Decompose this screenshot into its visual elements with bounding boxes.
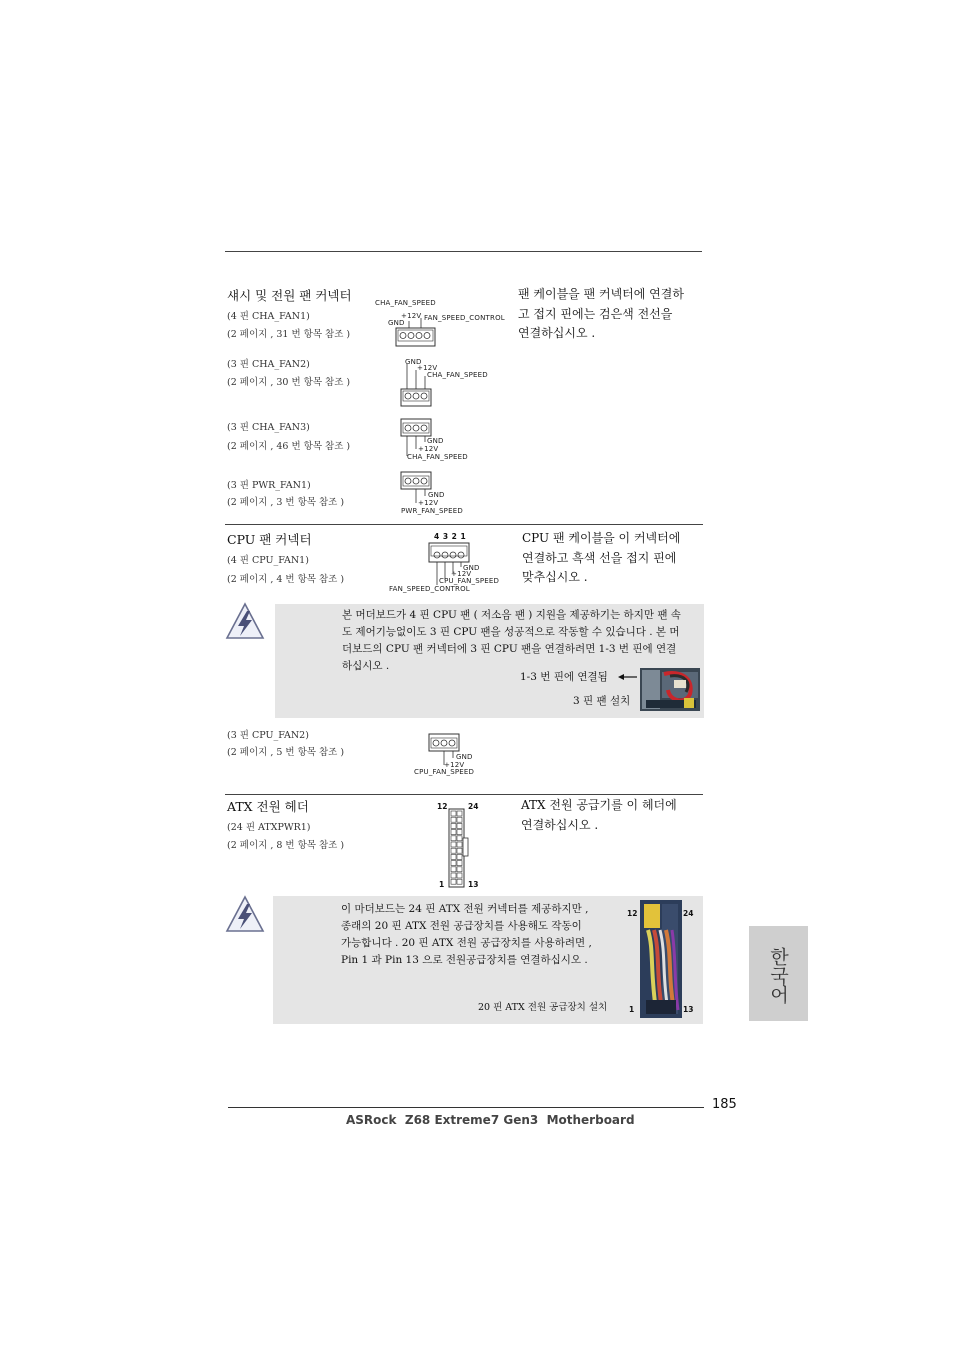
cpu-note-line: 하십시오 . <box>342 660 390 672</box>
cha-fan1-12v-label: +12V <box>401 312 422 320</box>
cha-fan1-connector-diagram <box>395 318 443 348</box>
atx-note-text <box>341 901 592 969</box>
cpu-fan1-ref: (2 페이지 , 4 번 항목 참조 ) <box>227 574 345 585</box>
cpu-fan1-12v-label: +12V <box>451 570 472 578</box>
atx-note-line: 종래의 20 핀 ATX 전원 공급장치를 사용해도 작동이 <box>341 920 582 932</box>
language-side-tab-label: 한국어 <box>767 946 789 1004</box>
pwr-fan1-12v-label: +12V <box>418 499 439 507</box>
atx-connector-diagram <box>448 808 472 888</box>
cha-fan1-gnd-label: GND <box>388 319 405 327</box>
cpu-fan2-gnd-label: GND <box>456 753 473 761</box>
cpu-description <box>522 529 680 588</box>
cha-fan3-ref: (2 페이지 , 46 번 항목 참조 ) <box>227 441 351 452</box>
cha-fan3-12v-label: +12V <box>418 445 439 453</box>
cha-fan2-name: (3 핀 CHA_FAN2) <box>227 359 310 370</box>
atx-description-line: 연결하십시오 . <box>521 817 599 832</box>
cha-fan1-speed-label: CHA_FAN_SPEED <box>375 299 436 307</box>
warning-icon <box>226 602 266 642</box>
atx-ref: (2 페이지 , 8 번 항목 참조 ) <box>227 840 345 851</box>
cpu-fan1-control-label: FAN_SPEED_CONTROL <box>389 585 470 593</box>
top-rule <box>225 251 702 252</box>
cpu-title: CPU 팬 커넥터 <box>227 532 312 547</box>
cha-fan2-gnd-label: GND <box>405 358 422 366</box>
cha-fan1-name: (4 핀 CHA_FAN1) <box>227 311 310 322</box>
cpu-fan1-name: (4 핀 CPU_FAN1) <box>227 555 309 566</box>
section-rule <box>225 794 703 795</box>
atx-photo-pin-top-left: 12 <box>627 909 638 918</box>
atx-note-line: 이 마더보드는 24 핀 ATX 전원 커넥터를 제공하지만 , <box>341 903 589 915</box>
cha-fan2-ref: (2 페이지 , 30 번 항목 참조 ) <box>227 377 351 388</box>
cha-fan3-gnd-label: GND <box>427 437 444 445</box>
atx-title: ATX 전원 헤더 <box>227 799 309 814</box>
cha-fan2-speed-label: CHA_FAN_SPEED <box>427 371 488 379</box>
chassis-title: 섀시 및 전원 팬 커넥터 <box>227 288 352 303</box>
pwr-fan1-ref: (2 페이지 , 3 번 항목 참조 ) <box>227 497 345 508</box>
atx-pin-top-left: 12 <box>437 802 448 811</box>
cpu-description-line: 맞추십시오 . <box>522 570 588 584</box>
atx-name: (24 핀 ATXPWR1) <box>227 822 311 833</box>
page-number: 185 <box>712 1097 737 1112</box>
cpu-fan2-speed-label: CPU_FAN_SPEED <box>414 768 475 776</box>
pwr-fan1-name: (3 핀 PWR_FAN1) <box>227 480 311 491</box>
cpu-description-line: CPU 팬 케이블을 이 커넥터에 <box>522 531 681 545</box>
cpu-note-line: 도 제어기능없이도 3 핀 CPU 팬을 성공적으로 작동할 수 있습니다 . 본 머 <box>342 626 680 638</box>
cha-fan1-ref: (2 페이지 , 31 번 항목 참조 ) <box>227 329 351 340</box>
chassis-description <box>518 285 684 344</box>
atx-install-photo <box>640 900 682 1018</box>
cpu-note-text <box>342 607 681 675</box>
pwr-fan1-speed-label: PWR_FAN_SPEED <box>401 507 463 515</box>
atx-photo-pin-bottom-right: 13 <box>683 1005 694 1014</box>
footer-rule <box>228 1107 704 1108</box>
footer-title: ASRock Z68 Extreme7 Gen3 Motherboard <box>346 1113 635 1127</box>
cpu-fan2-name: (3 핀 CPU_FAN2) <box>227 730 309 741</box>
cha-fan2-12v-label: +12V <box>417 364 438 372</box>
chassis-description-line: 팬 케이블을 팬 커넥터에 연결하 <box>518 287 684 301</box>
atx-photo-pin-top-right: 24 <box>683 909 694 918</box>
pwr-fan1-gnd-label: GND <box>428 491 445 499</box>
atx-note-line: 가능합니다 . 20 핀 ATX 전원 공급장치를 사용하려면 , <box>341 937 592 949</box>
atx-note-line: Pin 1 과 Pin 13 으로 전원공급장치를 연결하십시오 . <box>341 954 588 966</box>
section-rule <box>225 524 703 525</box>
cpu-fan2-12v-label: +12V <box>444 761 465 769</box>
atx-pin-bottom-right: 13 <box>468 880 479 889</box>
chassis-description-line: 고 접지 핀에는 검은색 전선을 <box>518 306 673 321</box>
warning-icon <box>226 895 266 935</box>
cha-fan1-control-label: FAN_SPEED_CONTROL <box>424 314 505 322</box>
cha-fan3-speed-label: CHA_FAN_SPEED <box>407 453 468 461</box>
cpu-note-line: 본 머더보드가 4 핀 CPU 팬 ( 저소음 팬 ) 지원을 제공하기는 하지만 팬 속 <box>342 609 681 621</box>
cpu-fan-install-photo <box>640 668 700 711</box>
atx-description <box>521 796 677 835</box>
cpu-note-caption-connected: 1-3 번 핀에 연결됨 <box>520 671 608 683</box>
cpu-fan1-pin-numbers: 4 3 2 1 <box>434 532 466 541</box>
cha-fan3-name: (3 핀 CHA_FAN3) <box>227 422 310 433</box>
atx-photo-pin-bottom-left: 1 <box>629 1005 635 1014</box>
atx-description-line: ATX 전원 공급기를 이 헤더에 <box>521 798 677 812</box>
arrow-left-icon <box>618 673 638 681</box>
atx-note-caption: 20 핀 ATX 전원 공급장치 설치 <box>478 1002 608 1013</box>
cpu-note-caption-install: 3 핀 팬 설치 <box>573 695 631 707</box>
cpu-fan1-speed-label: CPU_FAN_SPEED <box>439 577 500 585</box>
atx-pin-bottom-left: 1 <box>439 880 445 889</box>
cpu-fan1-gnd-label: GND <box>463 564 480 572</box>
atx-pin-top-right: 24 <box>468 802 479 811</box>
cha-fan2-connector-diagram <box>400 358 440 408</box>
cpu-note-line: 더보드의 CPU 팬 커넥터에 3 핀 CPU 팬을 연결하려면 1-3 번 핀에 연결 <box>342 643 677 655</box>
cpu-fan2-ref: (2 페이지 , 5 번 항목 참조 ) <box>227 747 345 758</box>
chassis-description-line: 연결하십시오 . <box>518 326 596 340</box>
cpu-description-line: 연결하고 흑색 선을 접지 핀에 <box>522 550 677 565</box>
